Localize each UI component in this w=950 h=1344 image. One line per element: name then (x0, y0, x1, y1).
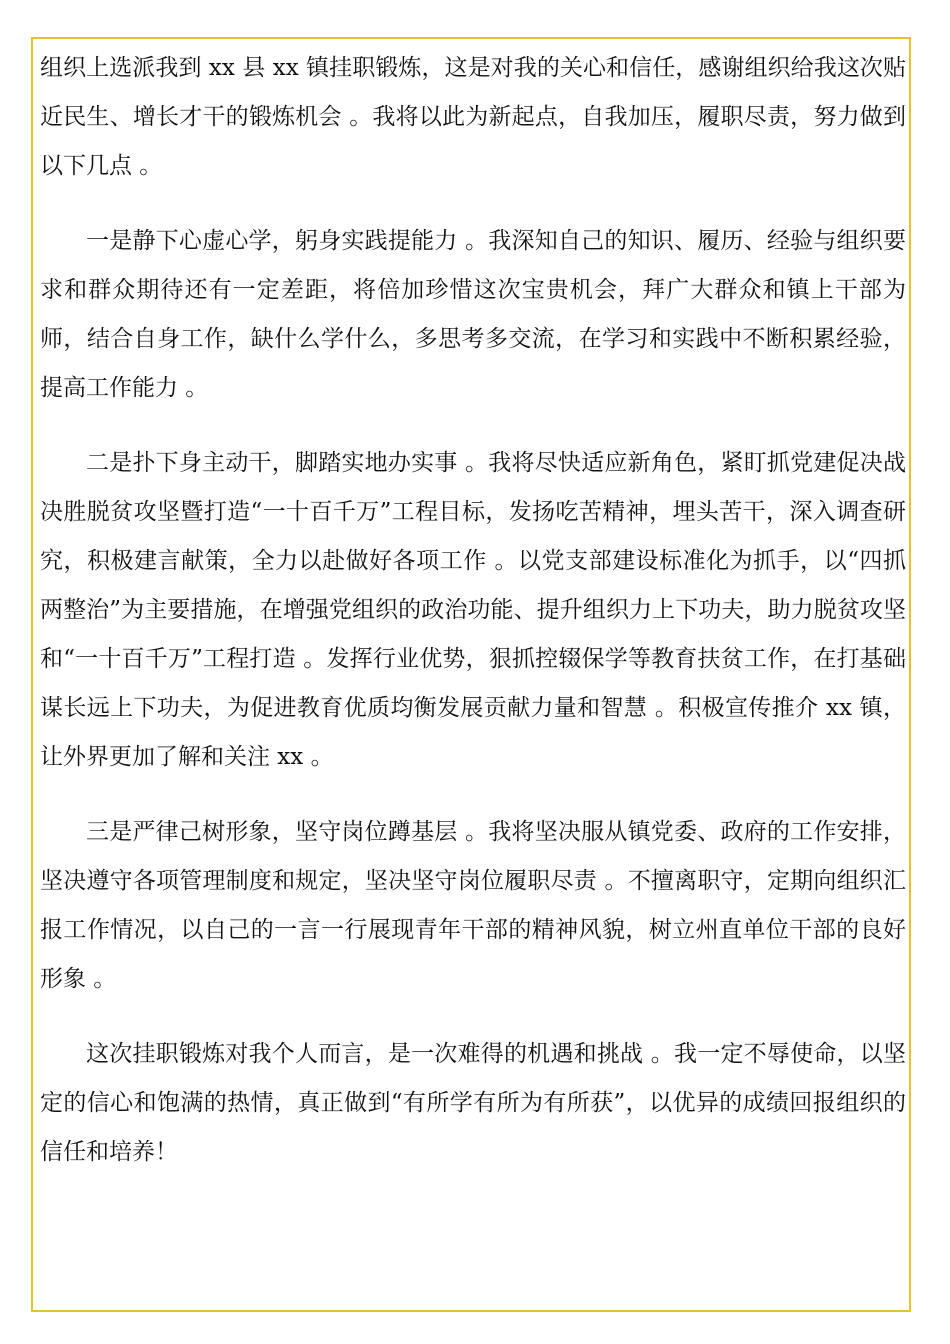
paragraph-conclusion: 这次挂职锻炼对我个人而言，是一次难得的机遇和挑战 。我一定不辱使命，以坚定的信心和饱满的热情，真正做到“有所学有所为有所获”，以优异的成绩回报组织的信任和培养！ (40, 1041, 906, 1165)
document-body (40, 44, 906, 1203)
paragraph-point-one: 一是静下心虚心学，躬身实践提能力 。我深知自己的知识、履历、经验与组织要求和群众期待还有一定差距，将倍加珍惜这次宝贵机会，拜广大群众和镇上干部为师，结合自身工作，缺什么学什么，多思考多交流，在学习和实践中不断积累经验，提高工作能力 。 (40, 228, 906, 401)
paragraph-intro: 组织上选派我到 xx 县 xx 镇挂职锻炼，这是对我的关心和信任，感谢组织给我这次贴近民生、增长才干的锻炼机会 。我将以此为新起点，自我加压，履职尽责，努力做到以下几点 。 (40, 55, 906, 179)
paragraph-point-two: 二是扑下身主动干，脚踏实地办实事 。我将尽快适应新角色，紧盯抓党建促决战决胜脱贫攻坚暨打造“一十百千万”工程目标，发扬吃苦精神，埋头苦干，深入调查研究，积极建言献策，全力以赴做好各项工作 。以党支部建设标准化为抓手，以“四抓两整治”为主要措施，在增强党组织的政治功能、提升组织力上下功夫，助力脱贫攻坚和“一十百千万”工程打造 。发挥行业优势，狠抓控辍保学等教育扶贫工作，在打基础谋长远上下功夫，为促进教育优质均衡发展贡献力量和智慧 。积极宣传推介 xx 镇，让外界更加了解和关注 xx 。 (40, 450, 906, 770)
paragraph-point-three: 三是严律己树形象，坚守岗位蹲基层 。我将坚决服从镇党委、政府的工作安排，坚决遵守各项管理制度和规定，坚决坚守岗位履职尽责 。不擅离职守，定期向组织汇报工作情况，以自己的一言一行展现青年干部的精神风貌，树立州直单位干部的良好形象 。 (40, 819, 906, 992)
